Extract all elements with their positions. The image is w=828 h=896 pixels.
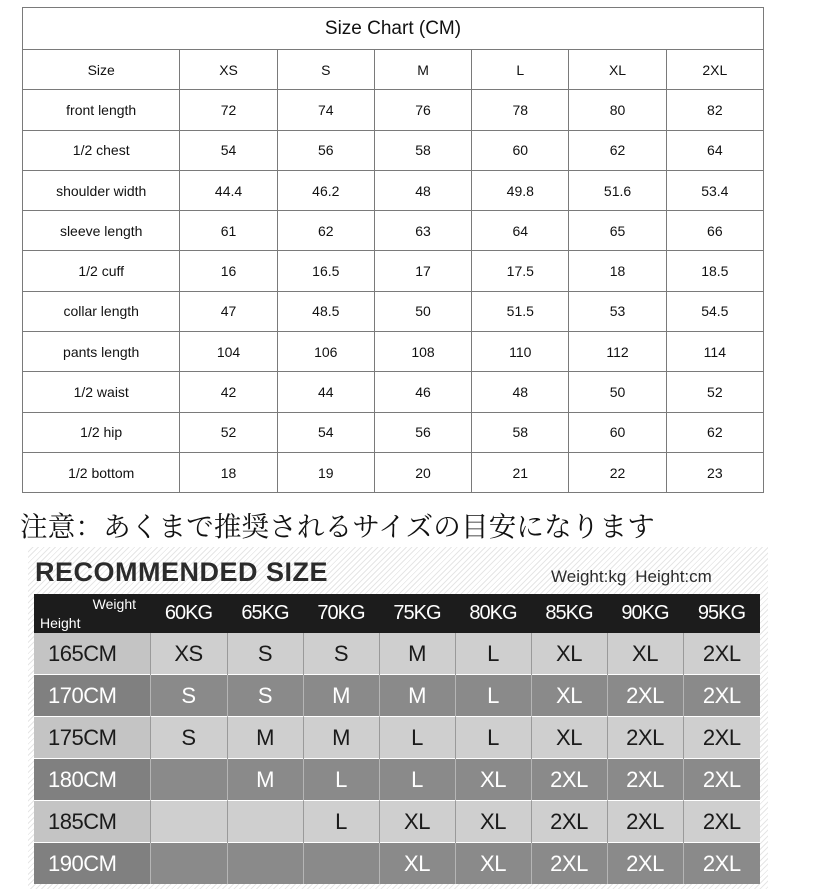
header-cell: L xyxy=(472,50,569,90)
height-label: 175CM xyxy=(34,717,150,759)
measurement-value: 46.2 xyxy=(277,170,374,210)
measurement-value: 52 xyxy=(666,372,763,412)
measurement-value: 60 xyxy=(472,130,569,170)
recommended-size-cell xyxy=(150,759,227,801)
measurement-value: 80 xyxy=(569,90,666,130)
recommended-size-cell: L xyxy=(303,759,379,801)
weight-header-cell: 85KG xyxy=(531,594,607,633)
measurement-value: 18 xyxy=(180,452,277,492)
measurement-value: 64 xyxy=(472,211,569,251)
measurement-value: 22 xyxy=(569,452,666,492)
recommended-size-cell: L xyxy=(379,759,455,801)
units-legend xyxy=(551,567,712,587)
weight-unit-label: Weight:kg xyxy=(551,567,627,586)
size-chart-row xyxy=(23,211,764,251)
weight-height-corner xyxy=(34,594,150,633)
measurement-label: 1/2 waist xyxy=(23,372,180,412)
recommended-size-panel xyxy=(28,547,768,889)
recommended-size-cell xyxy=(150,801,227,843)
recommended-size-cell: XL xyxy=(531,633,607,675)
recommended-size-cell: XL xyxy=(607,633,683,675)
measurement-label: front length xyxy=(23,90,180,130)
size-chart-header-row xyxy=(23,50,764,90)
size-chart-table xyxy=(22,7,764,493)
recommended-size-cell: XL xyxy=(455,843,531,885)
measurement-label: 1/2 cuff xyxy=(23,251,180,291)
recommended-size-cell xyxy=(303,843,379,885)
measurement-label: 1/2 bottom xyxy=(23,452,180,492)
height-unit-label: Height:cm xyxy=(635,567,712,586)
weight-header-cell: 90KG xyxy=(607,594,683,633)
weight-header-cell: 80KG xyxy=(455,594,531,633)
measurement-value: 58 xyxy=(374,130,471,170)
recommended-size-cell: S xyxy=(227,633,303,675)
corner-height-label: Height xyxy=(40,615,81,631)
recommended-size-cell: XS xyxy=(150,633,227,675)
recommended-size-cell: 2XL xyxy=(607,717,683,759)
header-cell: XL xyxy=(569,50,666,90)
measurement-value: 53.4 xyxy=(666,170,763,210)
recommended-size-cell: XL xyxy=(531,675,607,717)
measurement-value: 114 xyxy=(666,332,763,372)
height-label: 170CM xyxy=(34,675,150,717)
recommended-size-cell: 2XL xyxy=(683,717,760,759)
measurement-value: 74 xyxy=(277,90,374,130)
header-cell: 2XL xyxy=(666,50,763,90)
recommended-size-title: RECOMMENDED SIZE xyxy=(35,557,329,587)
measurement-value: 62 xyxy=(666,412,763,452)
recommended-size-cell: 2XL xyxy=(683,675,760,717)
height-label: 165CM xyxy=(34,633,150,675)
weight-header-row xyxy=(34,594,760,633)
recommended-size-cell: M xyxy=(379,675,455,717)
measurement-value: 44.4 xyxy=(180,170,277,210)
recommended-size-cell: M xyxy=(303,717,379,759)
measurement-value: 62 xyxy=(569,130,666,170)
measurement-value: 50 xyxy=(374,291,471,331)
size-chart-row xyxy=(23,251,764,291)
recommended-size-cell: 2XL xyxy=(531,759,607,801)
measurement-label: 1/2 hip xyxy=(23,412,180,452)
measurement-value: 21 xyxy=(472,452,569,492)
measurement-label: sleeve length xyxy=(23,211,180,251)
header-cell: S xyxy=(277,50,374,90)
recommended-size-cell xyxy=(227,843,303,885)
measurement-value: 54 xyxy=(180,130,277,170)
recommended-size-cell: S xyxy=(227,675,303,717)
measurement-value: 51.5 xyxy=(472,291,569,331)
measurement-value: 76 xyxy=(374,90,471,130)
measurement-value: 104 xyxy=(180,332,277,372)
measurement-value: 112 xyxy=(569,332,666,372)
recommended-size-cell: 2XL xyxy=(607,759,683,801)
recommended-size-cell: S xyxy=(150,717,227,759)
measurement-value: 60 xyxy=(569,412,666,452)
measurement-value: 42 xyxy=(180,372,277,412)
measurement-value: 56 xyxy=(277,130,374,170)
measurement-value: 18.5 xyxy=(666,251,763,291)
measurement-value: 63 xyxy=(374,211,471,251)
measurement-value: 50 xyxy=(569,372,666,412)
header-cell: Size xyxy=(23,50,180,90)
measurement-value: 62 xyxy=(277,211,374,251)
measurement-value: 78 xyxy=(472,90,569,130)
size-note: 注意：あくまで推奨されるサイズの目安になります xyxy=(20,511,655,543)
recommended-size-cell xyxy=(150,843,227,885)
recommended-size-cell: 2XL xyxy=(607,675,683,717)
measurement-value: 56 xyxy=(374,412,471,452)
height-label: 180CM xyxy=(34,759,150,801)
height-row xyxy=(34,633,760,675)
recommended-size-cell: S xyxy=(303,633,379,675)
size-chart-row xyxy=(23,452,764,492)
size-chart-row xyxy=(23,412,764,452)
measurement-value: 72 xyxy=(180,90,277,130)
recommended-size-cell: 2XL xyxy=(683,633,760,675)
size-chart-row xyxy=(23,90,764,130)
recommended-size-cell: 2XL xyxy=(531,843,607,885)
measurement-value: 17 xyxy=(374,251,471,291)
measurement-value: 44 xyxy=(277,372,374,412)
height-row xyxy=(34,843,760,885)
size-chart-row xyxy=(23,130,764,170)
size-chart-row xyxy=(23,170,764,210)
measurement-value: 48.5 xyxy=(277,291,374,331)
measurement-value: 48 xyxy=(472,372,569,412)
height-row xyxy=(34,675,760,717)
recommended-size-cell: L xyxy=(455,633,531,675)
measurement-value: 47 xyxy=(180,291,277,331)
measurement-value: 20 xyxy=(374,452,471,492)
height-row xyxy=(34,717,760,759)
measurement-label: pants length xyxy=(23,332,180,372)
recommended-size-cell: 2XL xyxy=(607,843,683,885)
weight-header-cell: 70KG xyxy=(303,594,379,633)
recommended-size-cell: 2XL xyxy=(683,759,760,801)
size-chart-row xyxy=(23,372,764,412)
recommended-size-cell: XL xyxy=(531,717,607,759)
recommended-size-cell: XL xyxy=(455,801,531,843)
measurement-value: 48 xyxy=(374,170,471,210)
recommended-size-cell: M xyxy=(303,675,379,717)
measurement-value: 106 xyxy=(277,332,374,372)
size-chart-row xyxy=(23,332,764,372)
recommended-size-cell: L xyxy=(455,675,531,717)
header-cell: XS xyxy=(180,50,277,90)
height-row xyxy=(34,759,760,801)
recommended-size-cell: XL xyxy=(455,759,531,801)
recommended-size-cell: M xyxy=(379,633,455,675)
measurement-value: 52 xyxy=(180,412,277,452)
measurement-label: shoulder width xyxy=(23,170,180,210)
measurement-value: 17.5 xyxy=(472,251,569,291)
measurement-value: 65 xyxy=(569,211,666,251)
measurement-value: 61 xyxy=(180,211,277,251)
measurement-value: 19 xyxy=(277,452,374,492)
recommended-size-cell: L xyxy=(379,717,455,759)
measurement-value: 16.5 xyxy=(277,251,374,291)
measurement-value: 108 xyxy=(374,332,471,372)
recommended-size-cell: XL xyxy=(379,801,455,843)
measurement-value: 54 xyxy=(277,412,374,452)
measurement-value: 82 xyxy=(666,90,763,130)
measurement-value: 16 xyxy=(180,251,277,291)
measurement-value: 23 xyxy=(666,452,763,492)
size-chart-row xyxy=(23,291,764,331)
recommended-size-cell: 2XL xyxy=(683,843,760,885)
recommended-size-cell: L xyxy=(455,717,531,759)
recommended-size-cell xyxy=(227,801,303,843)
weight-header-cell: 60KG xyxy=(150,594,227,633)
recommended-size-cell: S xyxy=(150,675,227,717)
measurement-value: 58 xyxy=(472,412,569,452)
recommended-size-cell: M xyxy=(227,717,303,759)
height-row xyxy=(34,801,760,843)
measurement-value: 54.5 xyxy=(666,291,763,331)
measurement-value: 64 xyxy=(666,130,763,170)
header-cell: M xyxy=(374,50,471,90)
recommended-size-cell: XL xyxy=(379,843,455,885)
corner-weight-label: Weight xyxy=(92,596,136,612)
measurement-value: 49.8 xyxy=(472,170,569,210)
recommended-size-cell: 2XL xyxy=(531,801,607,843)
measurement-value: 66 xyxy=(666,211,763,251)
recommended-size-cell: L xyxy=(303,801,379,843)
weight-header-cell: 75KG xyxy=(379,594,455,633)
measurement-label: collar length xyxy=(23,291,180,331)
recommended-size-table xyxy=(34,594,760,884)
height-label: 190CM xyxy=(34,843,150,885)
height-label: 185CM xyxy=(34,801,150,843)
measurement-label: 1/2 chest xyxy=(23,130,180,170)
weight-header-cell: 95KG xyxy=(683,594,760,633)
measurement-value: 110 xyxy=(472,332,569,372)
measurement-value: 53 xyxy=(569,291,666,331)
recommended-size-cell: M xyxy=(227,759,303,801)
measurement-value: 18 xyxy=(569,251,666,291)
recommended-size-cell: 2XL xyxy=(683,801,760,843)
weight-header-cell: 65KG xyxy=(227,594,303,633)
measurement-value: 46 xyxy=(374,372,471,412)
recommended-size-cell: 2XL xyxy=(607,801,683,843)
measurement-value: 51.6 xyxy=(569,170,666,210)
size-chart-title: Size Chart (CM) xyxy=(23,8,764,50)
